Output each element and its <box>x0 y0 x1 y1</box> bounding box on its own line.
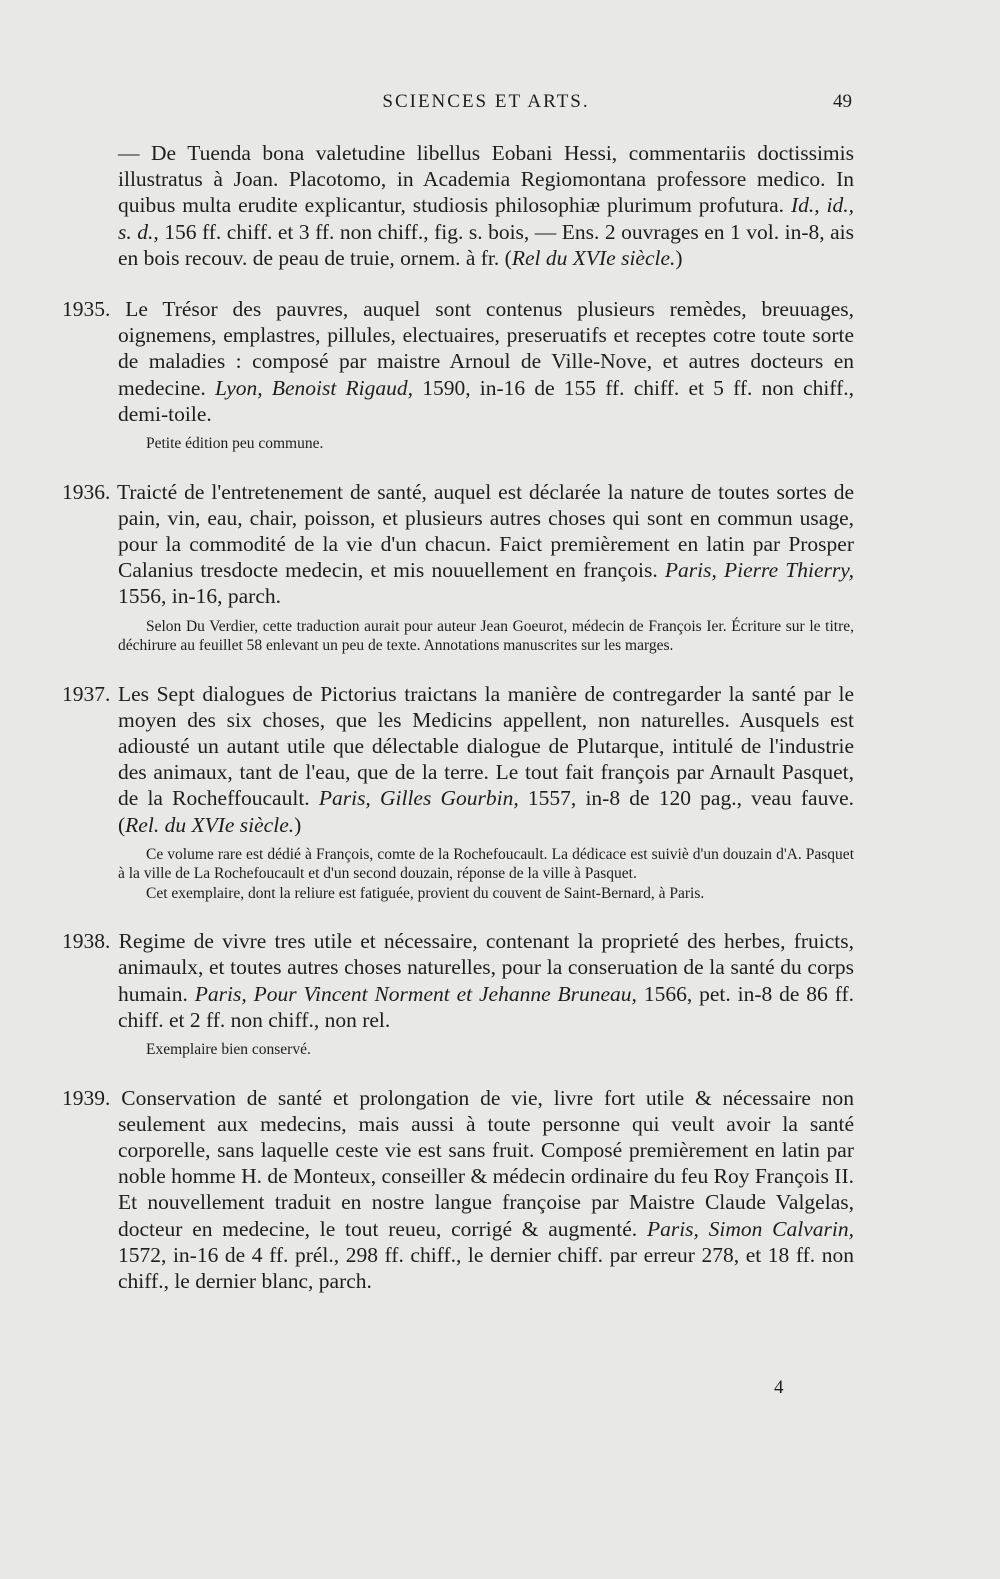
entry-note: Ce volume rare est dédié à François, comte de la Rochefoucault. La dédicace est suiviè d'un douzain d'A. Pasquet à la ville de La Rochefoucault et d'un second douzain, réponse de la ville à Pasquet. <box>118 845 854 883</box>
entry-notes <box>118 845 854 904</box>
entry-imprint: Paris, Pierre Thierry, <box>664 558 854 583</box>
entry-binding: Rel. du XVIe siècle. <box>125 812 295 837</box>
catalogue-entry <box>62 1085 855 1295</box>
signature-mark: 4 <box>774 1377 784 1398</box>
entry-notes <box>118 617 854 656</box>
entry-note: Exemplaire bien conservé. <box>146 1041 311 1059</box>
entry-number: 1935. <box>62 297 111 322</box>
entry-number: 1936. <box>62 479 111 504</box>
entry-number: 1937. <box>62 681 111 706</box>
entry-imprint: Id., id., s. d., <box>118 193 854 244</box>
entry-binding: Rel du XVIe siècle. <box>511 245 676 270</box>
entry-title: Conservation de santé et prolongation de vie, livre fort utile & nécessaire non seulement aux medecins, mais aussi à toute personne qui veult avoir la santé corporelle, sans laquelle ceste vie est sans fruit. Composé premièrement en latin par noble homme H. de Monteux, conseiller & médecin ordinaire du feu Roy François II. Et nouvellement traduit en nostre langue françoise par Maistre Claude Valgelas, docteur en medecine, le tout reueu, corrigé & augmenté. <box>118 1085 855 1241</box>
entry-notes <box>118 434 854 454</box>
page-number: 49 <box>833 91 852 112</box>
entry-imprint: Lyon, Benoist Rigaud, <box>214 375 414 400</box>
catalogue-entry <box>118 140 854 271</box>
page-header <box>120 91 852 121</box>
entry-collation: 156 ff. chiff. et 3 ff. non chiff., fig. s. bois, — Ens. 2 ouvrages en 1 vol. in-8, ais en bois recouv. de peau de truie, ornem. à fr. ( <box>118 219 854 270</box>
entry-title: Le Trésor des pauvres, auquel sont contenus plusieurs remèdes, breuuages, oignemens, emplastres, pillules, electuaires, preseruatifs et receptes cotre toute sorte de maladies : composé par maistre Arnoul de Ville-Nove, et autres docteurs en medecine. <box>118 297 855 400</box>
entry-title: — De Tuenda bona valetudine libellus Eobani Hessi, commentariis doctissimis illustratus à Joan. Placotomo, in Academia Regiomontana professore medico. In quibus multa erudite explicantur, studiosis philosophiæ plurimum profutura. <box>118 141 854 218</box>
entry-imprint: Paris, Pour Vincent Norment et Jehanne Bruneau, <box>194 981 637 1006</box>
entry-collation: 1572, in-16 de 4 ff. prél., 298 ff. chiff., le dernier chiff. par erreur 278, et 18 ff. non chiff., le dernier blanc, parch. <box>118 1242 854 1293</box>
entry-closing: ) <box>675 245 683 270</box>
entry-text <box>62 479 854 610</box>
entry-text <box>62 681 854 838</box>
entry-collation: 1556, in-16, parch. <box>118 584 282 609</box>
catalogue-entry <box>62 479 854 656</box>
entry-text <box>118 140 854 271</box>
catalogue-entries <box>62 140 855 1319</box>
entry-imprint: Paris, Gilles Gourbin, <box>318 786 519 811</box>
running-head: SCIENCES ET ARTS. <box>382 91 590 112</box>
entry-collation: 1590, in-16 de 155 ff. chiff. et 5 ff. non chiff., demi-toile. <box>118 375 854 426</box>
entry-note: Selon Du Verdier, cette traduction aurait pour auteur Jean Goeurot, médecin de François Ier. Écriture sur le titre, déchirure au feuillet 58 enlevant un peu de texte. Annotations manuscrites sur les marges. <box>118 617 854 655</box>
entry-title: Regime de vivre tres utile et nécessaire, contenant la proprieté des herbes, fruicts, animaulx, et toutes autres choses naturelles, pour la conseruation de la santé du corps humain. <box>118 929 855 1006</box>
entry-title: Les Sept dialogues de Pictorius traictans la manière de contregarder la santé par le moyen des six choses, que les Medicins appellent, non naturelles. Ausquels est adiousté un autant utile que délectable dialogue de Plutarque, intitulé de l'industrie des animaux, tant de l'eau, que de la terre. Le tout fait françois par Arnault Pasquet, de la Rocheffoucault. <box>117 681 854 811</box>
entry-number: 1938. <box>62 929 111 954</box>
entry-text <box>62 1085 855 1295</box>
catalogue-entry <box>62 296 855 454</box>
entry-closing: ) <box>294 812 302 837</box>
catalogue-entry <box>62 928 855 1059</box>
entry-imprint: Paris, Simon Calvarin, <box>646 1216 855 1241</box>
entry-notes <box>118 1040 854 1060</box>
catalogue-entry <box>62 681 854 904</box>
entry-note: Cet exemplaire, dont la reliure est fatiguée, provient du couvent de Saint-Bernard, à Paris. <box>146 884 705 902</box>
entry-text <box>62 928 855 1033</box>
entry-title: Traicté de l'entretenement de santé, auquel est déclarée la nature de toutes sortes de pain, vin, eau, chair, poisson, et plusieurs autres choses qui sont en commun usage, pour la commodité de la vie d'un chacun. Faict premièrement en latin par Prosper Calanius tresdocte medecin, et mis nouuellement en françois. <box>117 479 854 583</box>
entry-collation: 1566, pet. in-8 de 86 ff. chiff. et 2 ff. non chiff., non rel. <box>118 981 855 1032</box>
entry-collation: 1557, in-8 de 120 pag., veau fauve. ( <box>118 786 854 837</box>
entry-number: 1939. <box>62 1085 111 1110</box>
entry-text <box>62 296 855 427</box>
entry-note: Petite édition peu commune. <box>146 435 324 453</box>
